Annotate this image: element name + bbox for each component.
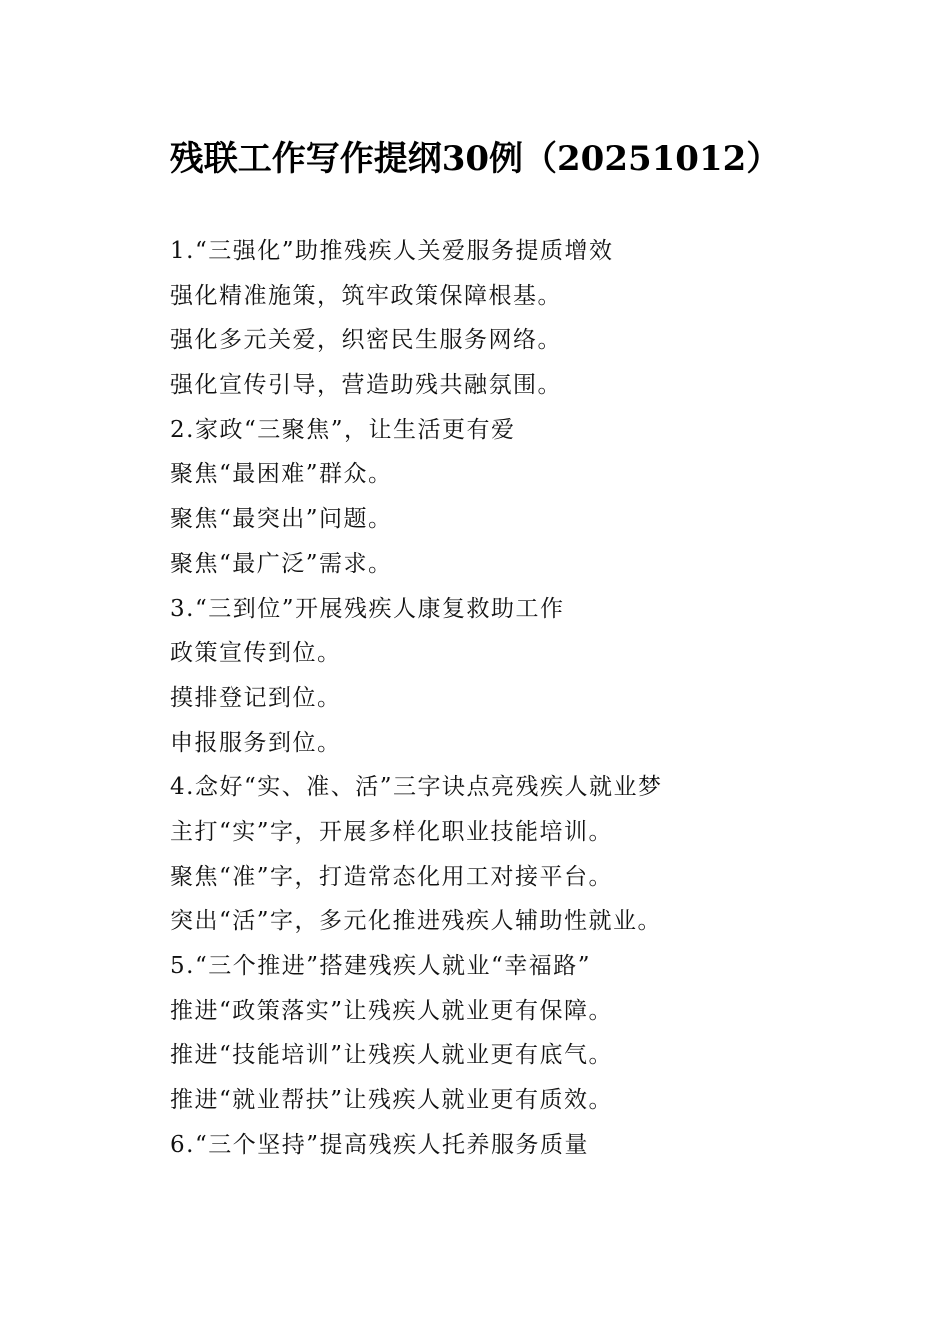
outline-item: 摸排登记到位。 [170,684,342,711]
outline-heading-3: 3.“三到位”开展残疾人康复救助工作 [170,595,565,622]
outline-item: 强化宣传引导，营造助残共融氛围。 [170,372,562,399]
outline-item: 强化多元关爱，织密民生服务网络。 [170,327,562,354]
outline-item: 主打“实”字，开展多样化职业技能培训。 [170,818,614,845]
outline-item: 推进“就业帮扶”让残疾人就业更有质效。 [170,1087,614,1114]
outline-item: 聚焦“最困难”群众。 [170,461,393,488]
outline-item: 推进“技能培训”让残疾人就业更有底气。 [170,1042,614,1069]
outline-item: 聚焦“最突出”问题。 [170,506,393,533]
outline-item: 聚焦“最广泛”需求。 [170,550,393,577]
outline-item: 申报服务到位。 [170,729,342,756]
outline-heading-2: 2.家政“三聚焦”，让生活更有爱 [170,416,516,443]
document-title: 残联工作写作提纲30例（20251012） [169,139,781,179]
outline-heading-6: 6.“三个坚持”提高残疾人托养服务质量 [170,1131,589,1158]
outline-item: 政策宣传到位。 [170,640,342,667]
outline-item: 强化精准施策，筑牢政策保障根基。 [170,282,562,309]
outline-heading-1: 1.“三强化”助推残疾人关爱服务提质增效 [170,238,614,264]
outline-heading-4: 4.念好“实、准、活”三字诀点亮残疾人就业梦 [170,774,663,801]
outline-list [170,229,890,1167]
outline-item: 推进“政策落实”让残疾人就业更有保障。 [170,997,614,1024]
outline-item: 聚焦“准”字，打造常态化用工对接平台。 [170,863,614,890]
outline-item: 突出“活”字，多元化推进残疾人辅助性就业。 [170,908,663,935]
outline-heading-5: 5.“三个推进”搭建残疾人就业“幸福路” [170,953,591,979]
